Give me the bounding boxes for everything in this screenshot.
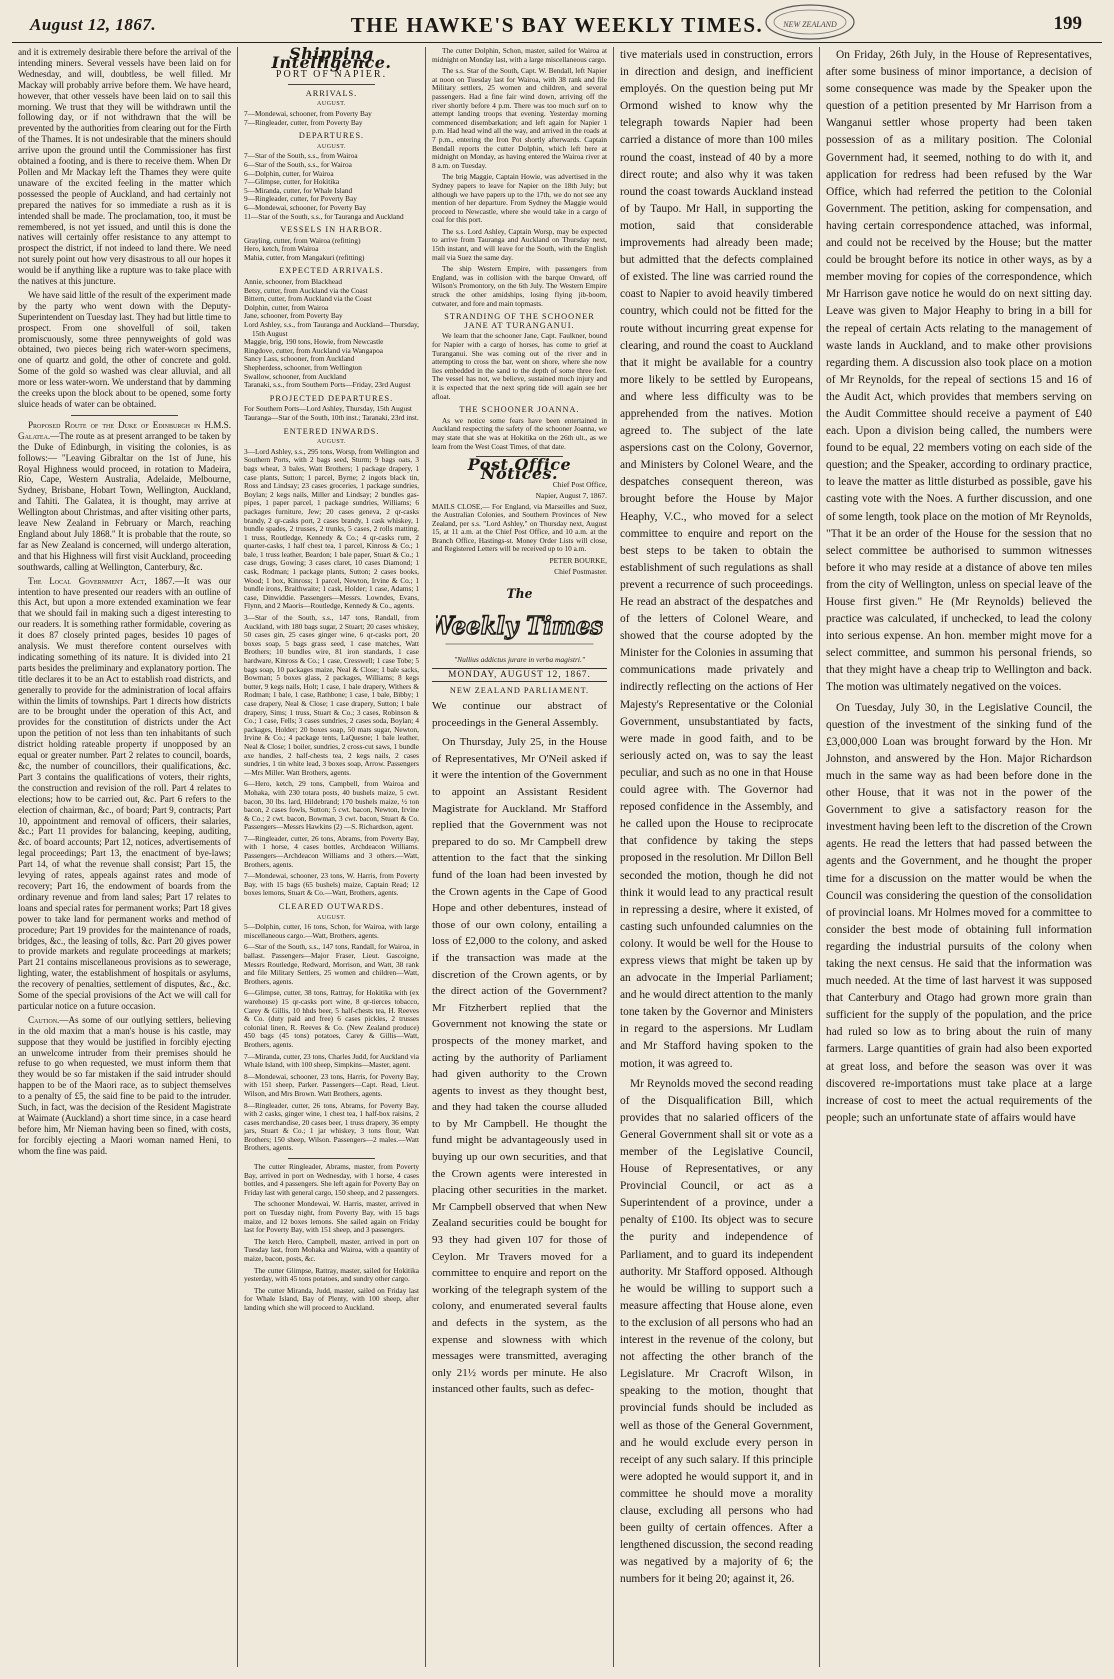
page-number: 199 <box>1053 13 1082 34</box>
cleared-heading: CLEARED OUTWARDS. <box>278 902 385 912</box>
month-label: AUGUST. <box>317 143 346 150</box>
list-item: 7—Ringleader, cutter, from Poverty Bay <box>244 117 363 127</box>
column-3 <box>426 47 614 1667</box>
article-text: On Thursday, July 25, in the House of Representatives, Mr O'Neil asked if it were the intention of the Government to appoint an Assistant Resident Magistrate for Auckland. Mr Stafford replied that the Government was not prepared to do so. Mr Campbell drew attention to the fact that the sinking fund of the loan had been invested by the Crown agents in the Cape of Good Hope and other debentures, instead of those of our own colony, entailing a loss of £2,000 to the colony, and asked if the transaction was made at the discretion of the Crown agents, or by the direct action of the Government? Mr Fitzherbert replied that the Government not knowing the state or prospects of the money market, and acting by the authority of Parliament had given authority to the Crown agents to invest as they thought best, and they had taken the course alluded to by Mr Campbell. He thought the fund might be advantageously used in buying up our own securities, and that the Crown agents were interested in placing other securities in the market. Mr Campbell observed that when New Zealand securities could be bought for 93 they had given 107 for those of Ceylon. Mr Travers moved for a committee to enquire and report on the working of the telegraph system of the colony, and enumerated several faults and defects in the system, as the expense and slowness with which messages were transmitted, averaging only 21½ words per minute. He also instanced other faults, such as defec- <box>432 736 607 1396</box>
article-text: tive materials used in construction, errors in direction and design, and inefficient employés. On the question being put Mr Ormond wished to know why the telegraph towards Napier had been carried a distance of more than 100 miles round the coast, instead of 40 by a more direct route; and also why it was taken round the coast towards Auckland instead of by Taupo. Mr Hall, in supporting the motion, said that considerable improvements had already been made; but admitted that the defects complained of existed. The line was carried round the coast to Napier to avoid heavily timbered country, which could not be fitted for the route without incurring great expense for clearing, and round the coast to Auckland that it might be available for a country more likely to be settled by Europeans, and where less difficulty was to be apprehended from the natives. Motion agreed to. The subject of the late aspersions cast on the Colony, Governor, and Ministers by Colonel Weare, and the despatches consequent thereon, was brought before the House by Major Heaphy, V.C., who moved for a select committee to enquire and report on the best steps to be taken to obtain the establishment of such regulations as shall prevent a recurrence of such proceedings. He read an abstract of the despatches and of the letters of Colonel Weare, and showed that the course adopted by the Minister for the Colonies in assuming that communications made privately and indirectly reflecting on the actions of Her Majesty's Representative or the Colonial Government, unsubstantiated by facts, were made in good faith, and to be seriously acted on, was to say the least peculiar, and such as no one in that House could agree with. The Governor had reposed confidence in the Assembly, and he called upon the House to reciprocate that confidence by taking the steps proposed in the resolution. Mr Dillon Bell seconded the motion, though he did not think it would lead to any practical result in repressing a desire, where it existed, of casting such unfounded calumnies on the colony. It would be well for the House to express views that might be taken up by an advocate in the Imperial Parliament; and he would direct attention to the manly tone taken by the Governor and Ministers in regard to the aspersions. Mr Ludlam and Mr Stafford having spoken to the motion, it was agreed to. <box>620 49 813 1070</box>
article-text: We have said little of the result of the experiment made by the party who went down with the Deputy-Superintendent on Tuesday last. They had but little time to prospect. From one shovelfull of soil, taken promiscuously, some three pennyweights of gold was obtained, two pieces being rich water-worn specimens, one of quartz and gold, the other of concrete and gold. Some of the gold so washed was clear alluvial, and all more or less water-worn. We understand that by damming the creeks upon the block about to be opened, some forty sluice heads of water can be obtained. <box>18 289 232 409</box>
banner-title: Weekly Times. <box>436 611 603 641</box>
list-item: Mahia, cutter, from Mangakuri (refitting) <box>244 252 365 262</box>
article-text: As we notice some fears have been entertained in Auckland respecting the safety of the schooner Joanna, we may state that she was at Hokitika on the 26th ult., as we learn from the West Coast Times, of that date. <box>432 415 607 451</box>
shipping-entry: 5—Dolphin, cutter, 16 tons, Schon, for Wairoa, with large miscellaneous cargo.—Watt, Brothers, agents. <box>244 922 419 940</box>
shipping-entry: 7—Mondewai, schooner, 23 tons, W. Harris, from Poverty Bay, with 15 bags (65 bushels) maize, Captain Read; 12 boxes lemons, Stuart & Co.—Watt, Brothers, agents. <box>244 871 419 898</box>
month-label: AUGUST. <box>317 101 346 108</box>
postmaster-signature: PETER BOURKE, <box>549 556 607 566</box>
shipping-news: The brig Maggie, Captain Howie, was advertised in the Sydney papers to leave for Napier on the 18th July; but although we have papers up to the 17th, we do not see any mention of her departure. From Sydney the Maggie would proceed to Newcastle, where she would take in a cargo of coal for this port. <box>432 172 607 225</box>
list-item: Maggie, brig, 190 tons, Howie, from Newcastle <box>244 337 384 347</box>
columns <box>12 47 1102 1667</box>
list-item: Sancy Lass, schooner, from Auckland <box>244 354 355 364</box>
shipping-news: The ship Western Empire, with passengers from England, was in collision with the barque Onward, off Wilson's Promontory, on the 6th July. The Western Empire struck the other amidships, losing flying jib-boom, cutwater, and fore and main topmasts. <box>432 264 607 308</box>
arrivals-heading: ARRIVALS. <box>305 88 358 98</box>
list-item: Shepherdess, schooner, from Wellington <box>244 363 362 372</box>
column-5 <box>820 47 1102 1667</box>
list-item: Dolphin, cutter, from Wairoa <box>244 302 329 312</box>
list-item: Annie, schooner, from Blackhead <box>244 277 342 287</box>
column-1: and it is extremely desirable there before the arrival of the intending miners. Several vessels have been laid on for Wednesday, and will, doubtless, be well filled. Mr Mackay will probably arrive before them. We have heard, however, that other vessels have been laid on to sail this morning. We trust that they will be withdrawn until the following day, or if not withdrawn that the will be prevented by the authorities from clearing out for the Firth of the Thames. It is not undesirable that the miners should arrive upon the ground until the Commissioner has first obtained a footing, and is there to receive them. When Dr Pollen and Mr Mackay left the Thames they were quite unaware of the excited feeling in the matter which possessed the people of Auckland, and had certainly not prepared the natives for so immediate a rush as it is intended shall be made. The proclamation, too, it must be remembered, is not yet issued, and until this is done the natives will certainly offer resistance to any attempt to prospect the district, if not indeed to land there. We need not surely point out how very disastrous to all our hopes it would be if anything like a rupture was to take place with the natives at this juncture. We have said little of the result of the experiment made by the party who went down with the Deputy-Superintendent on Tuesday last. They had but little time to prospect. From one shovelfull of soil, taken promiscuously, some three pennyweights of gold was obtained, two pieces being rich water-worn specimens, one of quartz and gold, the other of concrete and gold. Some of the gold so washed was clear alluvial, and all more or less water-worn. We understand that by damming the creeks upon the block about to be opened, some forty sluice heads of water can be obtained. Proposed Route of the Duke of Edinburgh in H.M.S. Galatea.—The route as at present arranged to be taken by the Duke of Edinburgh, in visiting the colonies, is as follows:— "Leaving Gibraltar on the 1st of June, his Royal Highness would proceed, in rotation to Madeira, Rio, Cape, Western Australia, Adelaide, Melbourne, Sydney, Brisbane, Hobart Town, Wellington, Auckland, and Tahiti. The Galatea, it is thought, may arrive at Wellington about Christmas, and after visiting other parts, leave New Zealand in February or March, reaching England about July 1868." It is probable that the route, so far as New Zealand is concerned, will undergo alteration, and that his Highness will first visit Auckland, proceeding southwards, calling at Wellington, Canterbury, &c. The Local Government Act, 1867.—It was our intention to have presented our readers with an outline of this Act, but upon a more extended examination we fear that we should fail in making such a digest interesting to our readers. It is something rather formidable, covering as it does 87 closely printed pages, besides 10 pages of analysis. We must therefore content ourselves with indicating something of its nature. It is divided into 21 parts besides the preliminary and explanatory portion. The title declares it to be an Act to establish road districts, and generally to provide for the administration of local affairs within the limits of townships. Part 1 directs how districts are to be brought under the operation of this Act, and provides for the constitution of districts under the Act upon the petition of not less than ten inhabitants of such district holding rateable property if unopposed by an equal or greater number. Part 2 relates to council, boards, &c, the number of councillors, their qualifications, &c. Part 3 contains the qualifications of voters, their rights, the construction and revision of the roll. Part 4 relates to elections; how to be carried out, &c. Part 6 refers to the election of chairman, &c., of board; Part 9, contracts; Part 10, appointment and removal of officers, their salaries, &c.; Part 11 provides for balancing, keeping, auditing, &c. of board accounts; Part 12, notices, advertisements of legal proceedings; Part 13, the enactment of bye-laws; Part 14, of what the revenue shall consist; Part 15, the levying of rates, appeals against rates and mode of recovery; Part 16, the endowment of boards from the ordinary revenue and from land sales; Part 17 relates to loans and special rates for permanent works; Part 18 gives power to take land for permanent works and method of procedure; Part 19 provides for the maintenance of roads, bridges, &c., the leasing of tolls, &c. Part 20 gives power to provide markets and regulate proceedings at markets; Part 21 contains miscellaneous provisions as to sewerage, lighting, water, the establishment of hospitals or asylums, the recovery of penalties, settlement of disputes, &c., &c. Some of the special provisions of the Act we will call for particular notice on a future occasion. Caution.—As some of our outlying settlers, believing in the old maxim that a man's house is his castle, may suppose that they would be justified in forcibly ejecting an unwelcome intruder from their premises should he refuse to go when requested, we must inform them that they would be so far mistaken if the said intruder should happen to be of the Maori race, as to subject themselves to a penalty of £5, the said fine to be paid to the intruder. Such, in fact, was the decision of the Resident Magistrate at Waimate (Auckland) a short time since, in a case heard before him, Mr Nieman having been so fined, with costs, for forcibly ejecting a Maori woman named Heni, to whom the fine was paid. <box>12 47 238 1667</box>
list-item: Tauranga—Star of the South, 10th inst.; Taranaki, 23rd inst. <box>244 412 419 422</box>
masthead <box>12 8 1102 43</box>
article-heading: Caution. <box>28 1014 60 1025</box>
divider <box>288 84 376 85</box>
parliament-heading: NEW ZEALAND PARLIAMENT. <box>449 686 590 696</box>
list-item: Lord Ashley, s.s., from Tauranga and Auckland—Thursday, 15th August <box>244 320 419 338</box>
banner-art <box>436 582 603 654</box>
motto: "Nullius addictus jurare in verba magistri." <box>453 655 586 665</box>
article-text: On Tuesday, July 30, in the Legislative Council, the question of the investment of the sinking fund of the £3,000,000 Loan was brought forward by the Hon. Mr Johnston, and answered by the Hon. Major Richardson much in the same way as had been before done in the other House, that it was not in the power of the Government to give a satisfactory reason for the investment having been left to the discretion of the Crown agents. He read the letters that had passed between the agents and the Government, and he thought the proper time for a discussion on the matter would be when the Council was considering the question of the consolidation of provincial loans. Mr Holmes moved for a committee to consider the best mode of obtaining full information regarding the industrial pursuits of the colony when taking the next census. He said that the information was much needed. At the time of last harvest it was supposed that Canterbury and Otago had grown more grain than sufficient for the supply of the population, and the price had ruled so low as to bring about the ruin of many farmers. Large quantities of grain had also been exported at great loss, and before the season was over it was discovered re-importations must take place at a large increase of cost to meet the actual requirements of the people; such an unfortunate state of affairs would have <box>826 701 1092 1124</box>
dateline: MONDAY, AUGUST 12, 1867. <box>432 668 607 683</box>
list-item: 5—Miranda, cutter, for Whale Island <box>244 185 353 195</box>
divider <box>288 1158 376 1159</box>
post-office-notice: MAILS CLOSE,— For England, via Marseilles and Suez, the Australian Colonies, and Southern Provinces of New Zealand, per s.s. "Lord Ashley," on Thursday next, August 15, at 11 a.m. at the Chief Post Office, and 10 a.m. at the Branch Office, Hastings-st. Money Order Lists will close, and Registered Letters will be received up to 10 a.m. <box>432 501 607 554</box>
list-item: Jane, schooner, from Poverty Bay <box>244 311 343 321</box>
shipping-news: The cutter Ringleader, Abrams, master, from Poverty Bay, arrived in port on Wednesday, with 1 horse, 4 cases bottles, and 4 passengers. She left again for Poverty Bay on Friday last with general cargo, 150 sheep, and 2 passengers. <box>244 1162 419 1197</box>
article-text: and it is extremely desirable there before the arrival of the intending miners. Several vessels have been laid on for Wednesday, and will, doubtless, be well filled. Mr Mackay will probably arrive before them. We have heard, however, that other vessels have been laid on to sail this morning. We trust that they will be withdrawn until the following day, or if not withdrawn that the will be prevented by the authorities from clearing out for the Firth of the Thames. It is not undesirable that the miners should arrive upon the ground until the Commissioner has first obtained a footing, and is there to receive them. When Dr Pollen and Mr Mackay left the Thames they were quite unaware of the excited feeling in the matter which possessed the people of Auckland, and had certainly not prepared the natives for so immediate a rush as it is intended shall be made. The proclamation, too, it must be remembered, is not yet issued, and until this is done the natives will certainly offer resistance to any attempt to prospect the district, if not indeed to land there. We need not surely point out how very disastrous to all our hopes it would be if anything like a rupture was to take place with the natives at this juncture. <box>18 47 231 287</box>
shipping-news: The cutter Glimpse, Rattray, master, sailed for Hokitika yesterday, with 45 tons potatoes, and sundry other cargo. <box>244 1265 419 1284</box>
list-item: For Southern Ports—Lord Ashley, Thursday, 15th August <box>244 404 412 414</box>
departures-heading: DEPARTURES. <box>298 131 365 141</box>
newspaper-title: THE HAWKE'S BAY WEEKLY TIMES. <box>350 13 764 37</box>
shipping-entry: 8—Mondewai, schooner, 23 tons, Harris, for Poverty Bay, with 151 sheep, Parker. Passengers—Capt. Read, Lieut. Wilson, and Mrs Brown. Watt Brothers, agents. <box>244 1071 419 1098</box>
shipping-entry: 7—Miranda, cutter, 23 tons, Charles Judd, for Auckland via Whale Island, with 100 sheep, Simpkins—Master, agent. <box>244 1051 419 1070</box>
column-4 <box>614 47 820 1667</box>
stamp-text: NEW ZEALAND <box>783 20 837 29</box>
post-dateline: Chief Post Office, <box>552 480 607 490</box>
list-item: Hero, ketch, from Wairoa <box>244 244 319 254</box>
postage-stamp-icon <box>760 2 860 42</box>
shipping-entry: 6—Star of the South, s.s., 147 tons, Randall, for Wairoa, in ballast. Passengers—Major Fraser, Lieut. Gascoigne, Messrs Routledge, Redward, Morrison, and Watt, 38 rank and file Military Settlers, 25 women and children—Watt, Brothers, agents. <box>244 942 419 986</box>
article-text: We continue our abstract of proceedings in the General Assembly. <box>432 700 607 729</box>
entered-heading: ENTERED INWARDS. <box>283 426 380 436</box>
divider <box>71 415 178 416</box>
projected-heading: PROJECTED DEPARTURES. <box>269 393 394 403</box>
article-text: It was our intention to have presented our readers with an outline of this Act, but upon a more extended examination we fear that we should fail in making such a digest interesting to our readers. It is something rather formidable, covering as it does 87 closely printed pages, besides 10 pages of analysis. We must therefore content ourselves with indicating something of its nature. It is divided into 21 parts besides the preliminary and explanatory portion. The title declares it to be an Act to establish road districts, and generally to provide for the administration of local affairs within the limits of townships. Part 1 directs how districts are to be brought under the operation of this Act, and provides for the constitution of districts under the Act upon the petition of not less than ten inhabitants of such district holding rateable property if unopposed by an equal or greater number. Part 2 relates to council, boards, &c, the number of councillors, their qualifications, &c. Part 3 contains the qualifications of voters, their rights, the construction and revision of the roll. Part 4 relates to elections; how to be carried out, &c. Part 6 refers to the election of chairman, &c., of board; Part 9, contracts; Part 10, appointment and removal of officers, their salaries, &c.; Part 11 provides for balancing, keeping, auditing, &c. of board accounts; Part 12, notices, advertisements of legal proceedings; Part 13, the enactment of bye-laws; Part 14, of what the revenue shall consist; Part 15, the levying of rates, appeals against rates and mode of recovery; Part 16, the endowment of boards from the ordinary revenue and from land sales; Part 17 relates to loans and special rates for permanent works; Part 18 gives power to take land for permanent works and method of procedure; Part 19 provides for the maintenance of roads, bridges, &c., the leasing of tolls, &c. Part 20 gives power to provide markets and regulate proceedings at markets; Part 21 contains miscellaneous provisions as to sewerage, lighting, water, the establishment of hospitals or asylums, the recovery of penalties, settlement of disputes, &c., &c. Some of the special provisions of the Act we will call for particular notice on a future occasion. <box>18 575 231 1011</box>
article-text: Mr Reynolds moved the second reading of the Disqualification Bill, which provides that no salaried officers of the General Government shall sit or vote as a member of the Legislative Council, House of Representatives, or any Provincial Council, or act as a Superintendent of a province, under a penalty of £100. Its object was to secure the purity and independence of Parliament, and to guard its independent authority. Mr Stafford opposed. Although he would be willing to support such a measure affecting that House alone, even to the exclusion of all persons who had an interest in the revenue of the colony, but not affecting the other branch of the Legislature. Mr Cracroft Wilson, in speaking to the motion, thought that provincial funds should be included as well as those of the General Government, and he would exclude every person in receipt of any such salary. If this principle were adopted he would support it, and in committee he should move a morality clause, excluding all persons who had been guilty of certain offences. After a lengthened discussion, the second reading was negatived by a majority of 6; the numbers for it being 20; against it, 26. <box>620 1077 813 1586</box>
postmaster-title: Chief Postmaster. <box>554 566 607 576</box>
article-heading: The Local Government Act, 1867. <box>28 575 175 586</box>
expected-heading: EXPECTED ARRIVALS. <box>279 266 384 276</box>
shipping-entry: 8—Ringleader, cutter, 26 tons, Abrams, for Poverty Bay, with 2 casks, ginger wine, 1 chest tea, 1 half-box raisins, 2 cases merchandise, 20 cases beer, 1 truss drapery, 36 empty jars, Stuart & Co.; 1 jar whiskey, 3 tons flour, Watt Brothers; 150 sheep, Wilson. Passengers—2 males.—Watt Brothers, agents. <box>244 1100 419 1153</box>
shipping-news: The cutter Miranda, Judd, master, sailed on Friday last for Whale Island, Bay of Plenty, with 100 sheep, after landing which she will proceed to Auckland. <box>244 1285 419 1312</box>
list-item: 11—Star of the South, s.s., for Tauranga and Auckland <box>244 211 404 221</box>
list-item: 6—Dolphin, cutter, for Wairoa <box>244 168 334 178</box>
column-2 <box>238 47 426 1667</box>
list-item: Swallow, schooner, from Auckland <box>244 371 347 381</box>
month-label: AUGUST. <box>317 439 346 446</box>
shipping-entry: 3—Star of the South, s.s., 147 tons, Randall, from Auckland, with 180 bags sugar, 2 Stuart; 20 cases whiskey, 50 cases gin, 25 cases ginger wine, 6 qr-casks port, 20 boxes soap, 5 bags grass seed, 1 case matches, Watt Brothers; 10 bundles wire, 81 iron standards, 1 case hardware, Kinross & Co.; 1 case, Cresswell; 1 case Tobe; 5 bags soap, 10 packages maize, Neal & Close; 1 bale sacks, Bowman; 5 boxes glass, 2 packages, Williams; 8 kegs butter, 9 kegs nails, Holt; 1 case, 1 bale drapery, Withers & Rodman; 1 bale, 1 case, Rathbone; 1 case, 1 bale, Bibby; 1 case drapery, Neal & Close; 1 case drapery, Sutton; 1 bale drapery, Sims; 1 truss, Stuart & Co.; 3 cases, Robinson & Co.; 1 case, Fells; 3 cases sundries, 2 cases soda, Boylan; 4 packages, Holder; 20 boxes soap, 50 mats sugar, Newton, Irvine & Co.; 4 package tents, LaQuesne; 1 bale leather, Neal & Close; 1 boiler, sundries, 2 cross-cut saws, 1 bundle axe handles, 2 half-chests tea, 2 kegs nails, 2 cases sundries, 1 tin white lead, 3 boxes soap, Arrow. Passengers—Mrs Miller. Watt Brothers, agents. <box>244 613 419 777</box>
list-item: 9—Ringleader, cutter, for Poverty Bay <box>244 194 357 204</box>
weekly-times-banner <box>436 582 603 654</box>
port-heading: PORT OF NAPIER. <box>275 69 388 81</box>
month-label: AUGUST. <box>317 914 346 921</box>
list-item: Grayling, cutter, from Wairoa (refitting) <box>244 235 361 245</box>
shipping-news: The schooner Mondewai, W. Harris, master, arrived in port on Tuesday night, from Poverty Bay, with 15 bags maize, and 12 boxes lemons. She sailed again on Friday last for Poverty Bay, with 151 sheep, and 3 passengers. <box>244 1199 419 1235</box>
post-dateline: Napier, August 7, 1867. <box>535 490 607 500</box>
shipping-news: The cutter Dolphin, Schon, master, sailed for Wairoa at midnight on Monday last, with a large miscellaneous cargo. <box>432 47 607 64</box>
article-heading: Proposed Route of the Duke of Edinburgh in H.M.S. Galatea. <box>18 419 231 441</box>
list-item: Betsy, cutter, from Auckland via the Coast <box>244 285 368 295</box>
banner-the: The <box>506 585 533 602</box>
list-item: Ringdove, cutter, from Auckland via Wangapoa <box>244 345 384 355</box>
shipping-entry: 6—Hero, ketch, 29 tons, Campbell, from Wairoa and Mohaka, with 230 totara posts, 40 bushels maize, 5 cwt. bacon, 30 lbs. lard, Hildebrand; 170 bushels maize, ½ ton bacon, 2 cases fowls, Sutton; 5 cwt. bacon, Newton, Irvine & Co.; 2 cwt. bacon, Bowman, 3 cwt. bacon, Stuart & Co. Passengers—Messrs Hawkins (2) —S. Richardson, agent. <box>244 779 419 832</box>
joanna-heading: THE SCHOONER JOANNA. <box>459 405 580 415</box>
article-text: On Friday, 26th July, in the House of Representatives, after some business of minor importance, a decision of some consequence was made by the Speaker upon the question of a petition presented by Mr Harrison from a Wanganui settler whose property had been taken possession of as a military position. The Colonial Government had, it seemed, nothing to do with it, and application for redress had been refused by the War Office, which had referred the petition to the Colonial Government. The petition, asking for compensation, and having certain correspondence attached, was informal, and could not be received by the House; but the matter could be brought before its notice in other ways, as by a member moving for copies of the correspondence, which Mr Harrison gave notice he would do on next sitting day. Leave was given to Major Heaphy to bring in a bill for the repeal of certain Acts relating to the management of waste lands in Auckland, and to make other provisions regarding them. A discussion also took place on a motion of Mr Reynolds, for the repeal of sections 15 and 16 of the Audit Act, which provides that members serving on the Audit Committee should receive a payment of £40 each. Upon a division being called, the numbers were found to be equal, 22 members voting on each side of the question; and the Speaker, according to ordinary practice, to leave the matter as little disturbed as possible, gave his casting vote with the Noes. A further discussion, and one of some length, took place on the motion of Mr Reynolds, "That it be an order of the House for the session that no select committee be authorised to summon witnesses before it who may reside at a distance of above ten miles from the city of Wellington, unless on special leave of the House first given." He (Mr Reynolds) believed the practice was calculated, if unchecked, to lead the colony into serious expense. An hon. member might move for a select committee, and summon his personal friends, so that they might have a cheap trip to Wellington and back. The motion was ultimately negatived on the voices. <box>826 49 1092 694</box>
shipping-entry: 6—Glimpse, cutter, 38 tons, Rattray, for Hokitika with (ex warehouse) 15 qr-casks port wine, 8 qr-tierces tobacco, Carey & Gillis, 10 hhds beer, 5 half-chests tea, H. Reeves & Co. (duty paid and free) 6 cases pickles, 2 trusses colonial linen, R. Reeves & Co. (New Zealand produce) 450 bags (45 tons) potatoes, Carey & Gillis—Watt, Brothers, agents. <box>244 988 419 1049</box>
list-item: 7—Star of the South, s.s., from Wairoa <box>244 151 358 161</box>
list-item: 6—Star of the South, s.s., for Wairoa <box>244 159 352 169</box>
shipping-news: The s.s. Star of the South, Capt. W. Bendall, left Napier at noon on Tuesday last for Wairoa, with 38 rank and file Military settlers, 25 women and children, and several passengers. Had a fine fair wind down, arriving off the river shortly before 4 p.m. There was too much surf on to attempt landing troops that evening. Yesterday morning commenced disembarkation; and left again for Napier 1 p.m. Had head wind all the way, and arrived in the roads at 7 p.m., entering the Iron Pot shortly afterwards. Captain Bendall reports the cutter Dolphin, which left here at midnight on Monday, as having entered the Wairoa river at 8 a.m. on Tuesday. <box>432 66 607 170</box>
article-text: The route as at present arranged to be taken by the Duke of Edinburgh, in visiting the colonies, is as follows:— "Leaving Gibraltar on the 1st of June, his Royal Highness would proceed, in rotation to Madeira, Rio, Cape, Western Australia, Adelaide, Melbourne, Sydney, Brisbane, Hobart Town, Wellington, Auckland, and Tahiti. The Galatea, it is thought, may arrive at Wellington about Christmas, and after visiting other parts, leave New Zealand in February or March, reaching England about July 1868." It is probable that the route, so far as New Zealand is concerned, will undergo alteration, and that his Highness will first visit Auckland, proceeding southwards, calling at Wellington, Canterbury, &c. <box>18 430 231 572</box>
shipping-news: The ketch Hero, Campbell, master, arrived in port on Tuesday last, from Mohaka and Wairoa, with a quantity of maize, bacon, posts, &c. <box>244 1236 419 1263</box>
harbor-heading: VESSELS IN HARBOR. <box>280 225 383 235</box>
shipping-entry: 7—Ringleader, cutter, 26 tons, Abrams, from Poverty Bay, with 1 horse, 4 cases bottles, Archdeacon Williams. Passengers—Archdeacon Williams and 3 others.—Watt, Brothers, agents. <box>244 833 419 869</box>
list-item: Taranaki, s.s., from Southern Ports—Friday, 23rd August <box>244 380 411 390</box>
stranding-heading: STRANDING OF THE SCHOONER JANE AT TURANGANUI. <box>444 312 595 330</box>
shipping-news: The s.s. Lord Ashley, Captain Worsp, may be expected to arrive from Tauranga and Auckland on Thursday next, 15th instant, and will leave for the South, with the English mail via Suez the same day. <box>432 226 607 262</box>
post-office-heading: Post Office Notices. <box>467 455 572 483</box>
section-heading: Shipping Intelligence. <box>271 47 392 72</box>
article-text: We learn that the schooner Jane, Capt. Faulkner, bound for Napier with a cargo of horses, has come to grief at Turanganui. She was coming out of the river and in attempting to cross the bar, went on shore, where she now lies embedded in the sand to the depth of some three feet. The vessel has not, we believe, sustained much injury and it is expected that the next spring tide will again see her afloat. <box>432 331 607 401</box>
issue-date: August 12, 1867. <box>30 15 157 34</box>
list-item: 7—Mondewai, schooner, from Poverty Bay <box>244 108 372 118</box>
shipping-entry: 3—Lord Ashley, s.s., 295 tons, Worsp, from Wellington and Southern Ports, with 2 bags seed, Sturm; 9 bags oats, 3 bags wheat, 3 bales, Watt Brothers; 1 package drapery, 1 case plants, Sutton; 1 parcel, Byrne; 2 ingots black tin, Ross and Lindsay; 23 cases groceries, 1 package sundries, Boylan; 2 kegs nails, Miller and Lindsay; 2 bundles gas-pipes, 1 paper parcel, 1 package sundries, Williams; 6 packages furniture, Jew; 20 cases geneva, 2 qr-casks brandy, 2 qr-casks port, 2 cases brandy, 1 cask whiskey, 1 bundle spades, 2 trusses, 2 trunks, 5 cases, 2 rolls matting, 1 truss, Routledge, Kennedy & Co.; 4 qr-casks rum, 2 quarter-casks, 1 half chest tea, 1 parcel, Kinross & Co.; 1 bale, 1 truss leather, Beardon; 1 bale paper, Stuart & Co.; 1 case drugs, Gowing; 3 cases claret, 10 cases Diamond; 1 cask, Rodman; 1 package plants, Sutton; 2 cases books, Wood; 1 box, Kinross; 1 parcel, Newton, Irvine & Co.; 1 bundle irons, Braithwaite; 1 cask, Holder; 1 case, Adams; 1 case, Dinwiddie. Passengers—Messrs. Lowndes, Evans, Flynn, and 2 Maoris—Routledge, Kennedy & Co., agents. <box>244 446 419 611</box>
list-item: 7—Glimpse, cutter, for Hokitika <box>244 177 340 187</box>
list-item: 6—Mondewai, schooner, for Poverty Bay <box>244 202 367 212</box>
list-item: Bittern, cutter, from Auckland via the Coast <box>244 294 372 304</box>
article-text: As some of our outlying settlers, believing in the old maxim that a man's house is his castle, may suppose that they would be justified in forcibly ejecting an unwelcome intruder from their premises should he refuse to go when requested, we must inform them that they would be so far mistaken if the said intruder should happen to be of the Maori race, as to subject themselves to a penalty of £5, the said fine to be paid to the intruder. Such, in fact, was the decision of the Resident Magistrate at Waimate (Auckland) a short time since, in a case heard before him, Mr Nieman having been so fined, with costs, for forcibly ejecting a Maori woman named Heni, to whom the fine was paid. <box>18 1014 231 1156</box>
